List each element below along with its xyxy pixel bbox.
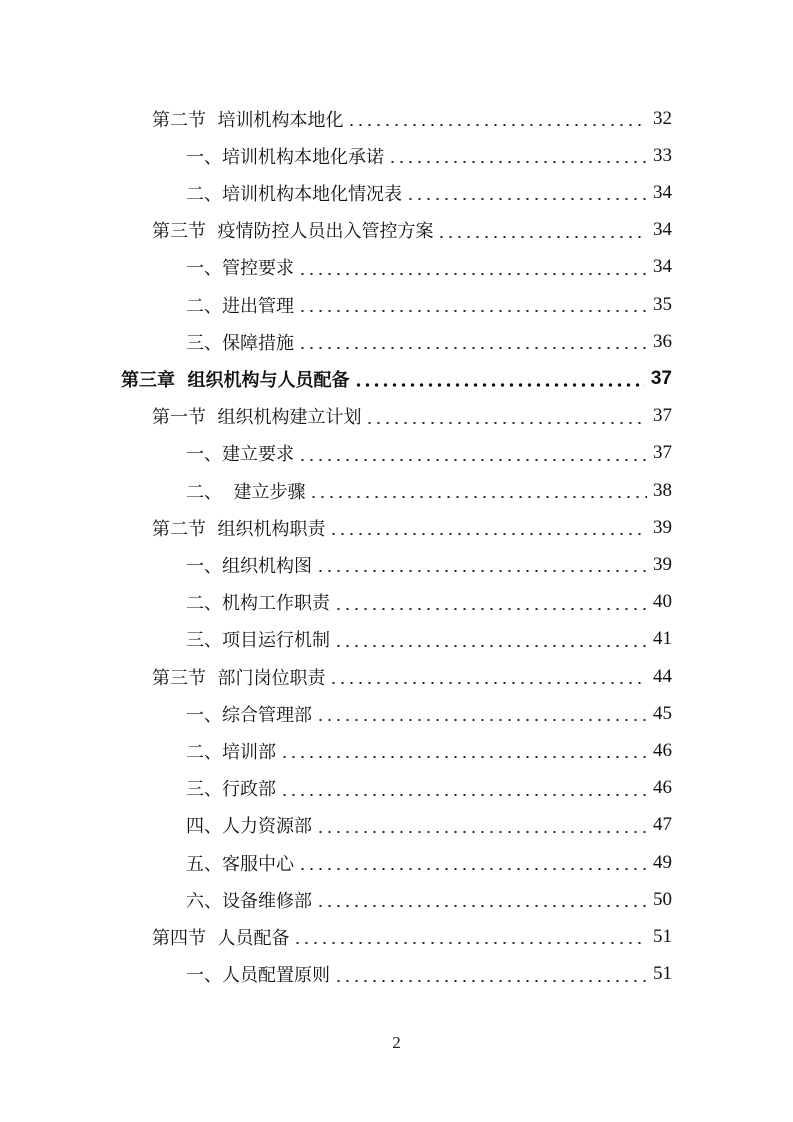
toc-entry-label: 一、组织机构图 — [186, 555, 312, 577]
dot-leader — [329, 509, 647, 546]
toc-entry-label: 六、设备维修部 — [186, 890, 312, 912]
toc-subsection-entry[interactable] — [186, 435, 672, 472]
toc-entry-page-number: 36 — [653, 330, 672, 352]
toc-entry-label: 二、 建立步骤 — [186, 481, 306, 503]
toc-subsection-entry[interactable] — [186, 807, 672, 844]
toc-entry-page-number: 32 — [653, 107, 672, 129]
toc-entry-label: 第二节 组织机构职责 — [152, 518, 326, 540]
toc-entry-label: 第三章 组织机构与人员配备 — [121, 369, 350, 391]
toc-subsection-entry[interactable] — [186, 621, 672, 658]
toc-entry-page-number: 37 — [650, 367, 672, 389]
toc-entry-page-number: 45 — [653, 702, 672, 724]
toc-entry-page-number: 51 — [653, 963, 672, 985]
dot-leader — [298, 286, 647, 323]
dot-leader — [354, 360, 645, 397]
dot-leader — [298, 435, 647, 472]
toc-section-entry[interactable] — [152, 212, 672, 249]
toc-subsection-entry[interactable] — [186, 695, 672, 732]
toc-entry-page-number: 49 — [653, 851, 672, 873]
toc-entry-label: 一、管控要求 — [186, 258, 294, 280]
toc-entry-page-number: 38 — [653, 479, 672, 501]
toc-entry-label: 第三节 部门岗位职责 — [152, 667, 326, 689]
toc-entry-page-number: 46 — [653, 739, 672, 761]
page-number: 2 — [392, 1033, 401, 1052]
toc-chapter-entry[interactable] — [121, 360, 672, 397]
toc-entry-label: 第一节 组织机构建立计划 — [152, 407, 362, 429]
toc-entry-label: 三、项目运行机制 — [186, 630, 330, 652]
toc-entry-page-number: 46 — [653, 777, 672, 799]
toc-entry-page-number: 47 — [653, 814, 672, 836]
toc-subsection-entry[interactable] — [186, 323, 672, 360]
toc-entry-page-number: 34 — [653, 181, 672, 203]
dot-leader — [334, 621, 647, 658]
dot-leader — [280, 770, 647, 807]
dot-leader — [298, 323, 647, 360]
toc-entry-page-number: 41 — [653, 628, 672, 650]
dot-leader — [280, 732, 647, 769]
toc-section-entry[interactable] — [152, 918, 672, 955]
toc-entry-label: 第二节 培训机构本地化 — [152, 109, 344, 131]
dot-leader — [309, 472, 647, 509]
toc-subsection-entry[interactable] — [186, 770, 672, 807]
dot-leader — [293, 918, 647, 955]
dot-leader — [388, 137, 647, 174]
dot-leader — [334, 584, 647, 621]
toc-entry-page-number: 37 — [653, 442, 672, 464]
dot-leader — [298, 844, 647, 881]
dot-leader — [406, 174, 647, 211]
toc-subsection-entry[interactable] — [186, 137, 672, 174]
toc-entry-page-number: 34 — [653, 219, 672, 241]
toc-subsection-entry[interactable] — [186, 286, 672, 323]
dot-leader — [298, 249, 647, 286]
toc-entry-label: 五、客服中心 — [186, 853, 294, 875]
dot-leader — [316, 807, 647, 844]
toc-entry-page-number: 39 — [653, 553, 672, 575]
toc-section-entry[interactable] — [152, 509, 672, 546]
toc-entry-label: 二、机构工作职责 — [186, 593, 330, 615]
toc-entry-page-number: 35 — [653, 293, 672, 315]
toc-subsection-entry[interactable] — [186, 844, 672, 881]
toc-subsection-entry[interactable] — [186, 881, 672, 918]
toc-subsection-entry[interactable] — [186, 249, 672, 286]
toc-entry-page-number: 34 — [653, 256, 672, 278]
toc-entry-page-number: 40 — [653, 591, 672, 613]
dot-leader — [334, 956, 647, 993]
toc-entry-page-number: 44 — [653, 665, 672, 687]
toc-entry-label: 一、综合管理部 — [186, 704, 312, 726]
toc-entry-page-number: 39 — [653, 516, 672, 538]
toc-entry-page-number: 50 — [653, 888, 672, 910]
toc-entry-page-number: 37 — [653, 405, 672, 427]
toc-subsection-entry[interactable] — [186, 584, 672, 621]
toc-subsection-entry[interactable] — [186, 472, 672, 509]
dot-leader — [316, 881, 647, 918]
toc-section-entry[interactable] — [152, 100, 672, 137]
toc-entry-label: 一、人员配置原则 — [186, 965, 330, 987]
toc-entry-label: 三、行政部 — [186, 779, 276, 801]
toc-entry-label: 第三节 疫情防控人员出入管控方案 — [152, 221, 434, 243]
toc-entry-label: 四、人力资源部 — [186, 816, 312, 838]
toc-subsection-entry[interactable] — [186, 732, 672, 769]
toc-subsection-entry[interactable] — [186, 956, 672, 993]
toc-entry-label: 一、建立要求 — [186, 444, 294, 466]
dot-leader — [329, 658, 647, 695]
toc-entry-label: 第四节 人员配备 — [152, 927, 290, 949]
toc-section-entry[interactable] — [152, 658, 672, 695]
toc-entry-label: 二、培训机构本地化情况表 — [186, 183, 402, 205]
dot-leader — [316, 546, 647, 583]
toc-entry-page-number: 51 — [653, 925, 672, 947]
toc-entry-label: 二、培训部 — [186, 741, 276, 763]
dot-leader — [316, 695, 647, 732]
toc-section-entry[interactable] — [152, 398, 672, 435]
toc-entry-page-number: 33 — [653, 144, 672, 166]
toc-entry-label: 一、培训机构本地化承诺 — [186, 146, 384, 168]
dot-leader — [365, 398, 647, 435]
toc-entry-label: 二、进出管理 — [186, 295, 294, 317]
dot-leader — [347, 100, 647, 137]
toc-subsection-entry[interactable] — [186, 174, 672, 211]
dot-leader — [437, 212, 647, 249]
toc-entry-label: 三、保障措施 — [186, 332, 294, 354]
toc-subsection-entry[interactable] — [186, 546, 672, 583]
